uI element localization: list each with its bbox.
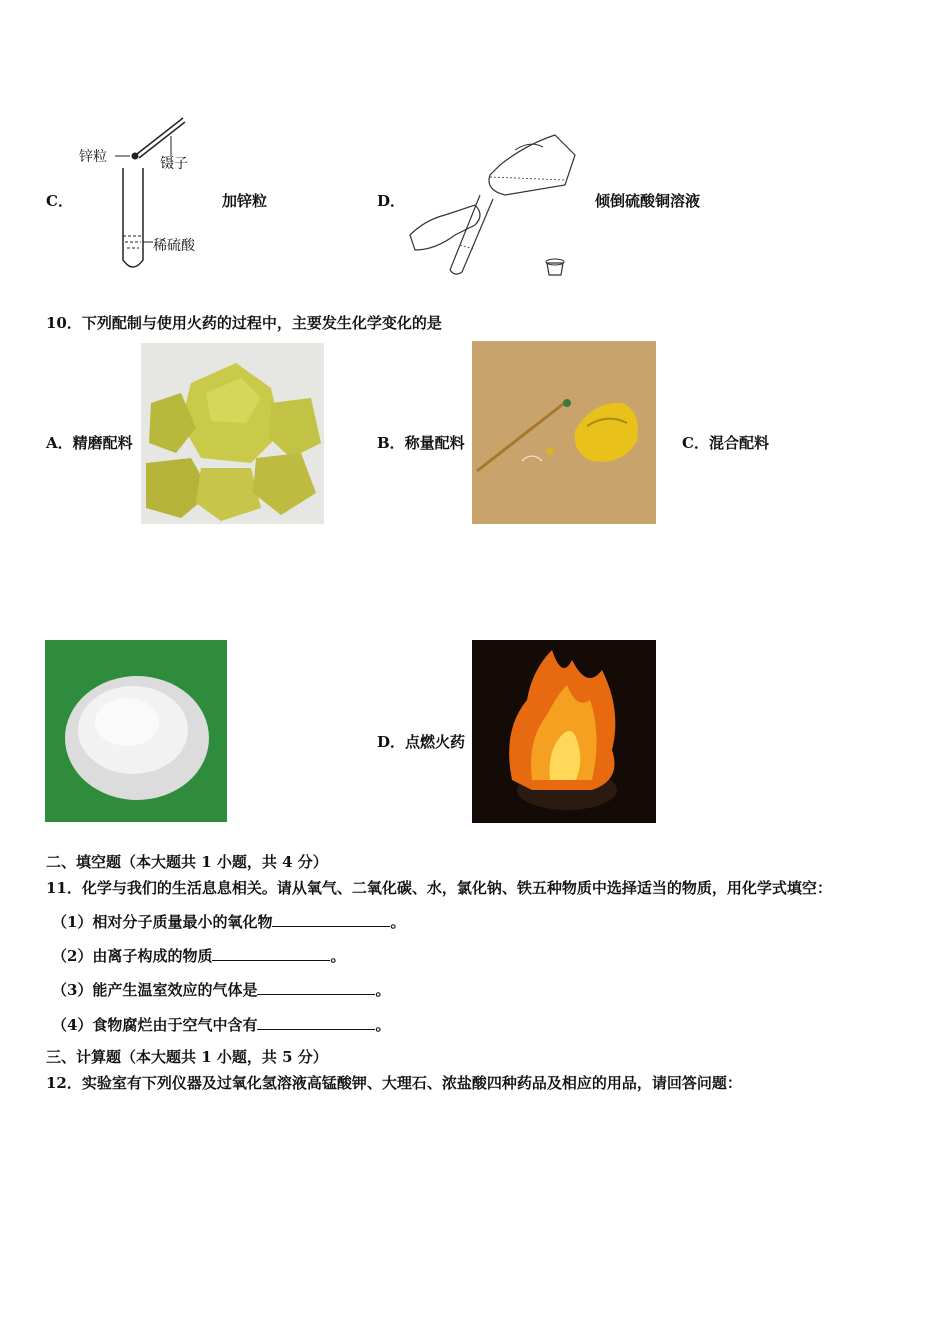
section2-heading: 二、填空题（本大题共 1 小题，共 4 分）: [46, 853, 328, 871]
add-zinc-diagram: [75, 110, 225, 280]
answer-blank-1[interactable]: [272, 912, 390, 927]
answer-blank-4[interactable]: [257, 1015, 375, 1030]
white-powder-photo: [45, 640, 227, 822]
option-c-caption: 加锌粒: [222, 192, 268, 210]
pour-solution-diagram: [405, 125, 585, 280]
option-c-letter: C．: [46, 192, 73, 210]
q11-item-3: （3）能产生温室效应的气体是 。: [52, 981, 391, 999]
option-d-caption: 倾倒硫酸铜溶液: [595, 192, 701, 210]
q10-option-b: B．称量配料: [377, 434, 465, 452]
answer-blank-3[interactable]: [257, 980, 375, 995]
tweezers-label: 镊子: [160, 156, 188, 172]
q10-option-a: A．精磨配料: [46, 434, 133, 452]
q11-item-2: （2）由离子构成的物质 。: [52, 947, 346, 965]
q11-stem: 11．化学与我们的生活息息相关。请从氧气、二氧化碳、水，氯化钠、铁五种物质中选择适当的物质，用化学式填空：: [46, 879, 832, 897]
q10-option-c: C．混合配料: [682, 434, 769, 452]
burning-gunpowder-photo: [472, 640, 656, 823]
q10-option-d: D．点燃火药: [377, 733, 466, 751]
section3-heading: 三、计算题（本大题共 1 小题，共 5 分）: [46, 1048, 328, 1066]
answer-blank-2[interactable]: [212, 946, 330, 961]
q12-stem: 12．实验室有下列仪器及过氧化氢溶液高锰酸钾、大理石、浓盐酸四种药品及相应的用品，请回答问题：: [46, 1074, 742, 1092]
zinc-label: 锌粒: [79, 149, 107, 165]
dilute-acid-label: 稀硫酸: [153, 238, 195, 254]
q10-stem: 10．下列配制与使用火药的过程中，主要发生化学变化的是: [46, 314, 442, 332]
q11-item-4: （4）食物腐烂由于空气中含有 。: [52, 1016, 391, 1034]
weighing-scale-photo: [472, 341, 656, 524]
sulfur-lumps-photo: [141, 343, 324, 524]
option-d-letter: D．: [377, 192, 406, 210]
q11-item-1: （1）相对分子质量最小的氧化物 。: [52, 913, 406, 931]
